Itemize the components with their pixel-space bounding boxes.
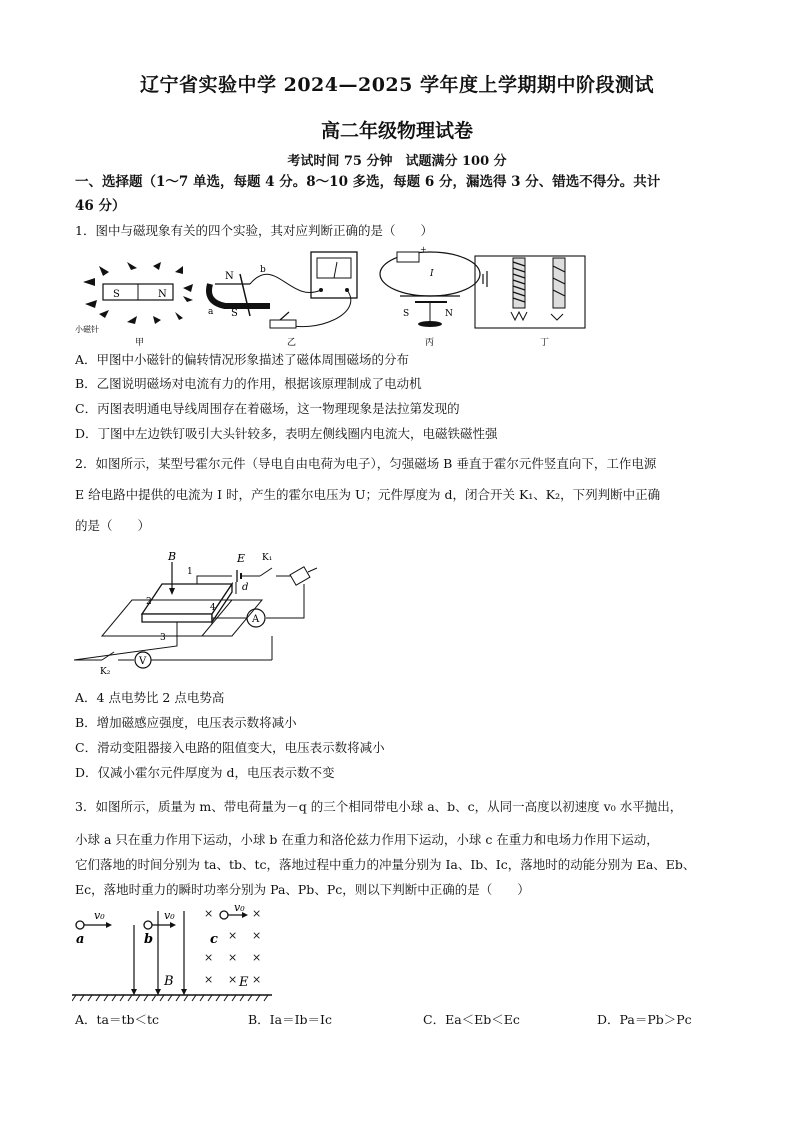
q3-cross-2: ×	[252, 907, 262, 920]
q3-cross-4: ×	[252, 929, 262, 942]
svg-text:+: +	[420, 245, 427, 254]
q2-option-a: A．4 点电势比 2 点电势高	[75, 690, 225, 705]
q2-n3: 3	[160, 633, 166, 643]
bing-S: S	[403, 309, 410, 319]
q3-option-d: D．Pa＝Pb＞Pc	[597, 1012, 692, 1027]
section-heading-line2: 46 分）	[75, 198, 126, 214]
exam-info: 考试时间 75 分钟 试题满分 100 分	[287, 154, 507, 169]
q3-v0-b: v₀	[164, 909, 175, 922]
yi-a: a	[208, 307, 214, 317]
q3-E: E	[239, 975, 249, 990]
q1-option-d: D．丁图中左边铁钉吸引大头针较多，表明左侧线圈内电流大，电磁铁磁性强	[75, 426, 498, 441]
yi-N: N	[225, 271, 234, 282]
yi-S: S	[231, 308, 238, 319]
q2-figure	[72, 548, 332, 680]
figure-ding	[475, 256, 585, 348]
q2-E: E	[237, 552, 246, 565]
q3-cross-10: ×	[252, 973, 262, 986]
q2-option-c: C．滑动变阻器接入电路的阻值变大，电压表示数将减小	[75, 740, 385, 755]
q2-n4: 4	[210, 603, 216, 613]
q3-b: b	[144, 932, 154, 947]
q3-cross-8: ×	[204, 973, 214, 986]
q2-K1: K₁	[262, 553, 273, 563]
q3-option-b: B．Ia＝Ib＝Ic	[248, 1012, 332, 1027]
q1-figure	[75, 244, 595, 348]
bing-I: I	[430, 269, 434, 279]
ding-label: 丁	[540, 338, 550, 348]
bing-N: N	[445, 309, 453, 319]
q2-n2: 2	[146, 597, 152, 607]
figure-jia	[75, 262, 193, 348]
q2-d: d	[242, 582, 249, 593]
q3-B: B	[164, 974, 174, 989]
jia-label: 甲	[135, 338, 145, 348]
q2-option-b: B．增加磁感应强度，电压表示数将减小	[75, 715, 297, 730]
section-heading-line1: 一、选择题（1～7 单选，每题 4 分。8～10 多选，每题 6 分，漏选得 3 分、错选不得分。共计	[75, 174, 661, 190]
q2-option-d: D．仅减小霍尔元件厚度为 d，电压表示数不变	[75, 765, 335, 780]
q2-stem-line2: E 给电路中提供的电流为 I 时，产生的霍尔电压为 U；元件厚度为 d，闭合开关 K₁、K₂，下列判断中正确	[75, 487, 661, 502]
q3-cross-3: ×	[228, 929, 238, 942]
q2-K2: K₂	[100, 667, 111, 677]
needle-label: 小磁针	[75, 325, 99, 334]
exam-title: 辽宁省实验中学 2024—2025 学年度上学期期中阶段测试	[140, 74, 654, 96]
q1-option-a: A．甲图中小磁针的偏转情况形象描述了磁体周围磁场的分布	[75, 352, 410, 367]
bing-label: 丙	[425, 338, 435, 348]
q3-c: c	[210, 932, 218, 947]
q1-option-c: C．丙图表明通电导线周围存在着磁场，这一物理现象是法拉第发现的	[75, 401, 460, 416]
q2-V: V	[139, 656, 147, 667]
q2-A: A	[252, 614, 260, 625]
q3-cross-5: ×	[204, 951, 214, 964]
exam-subtitle: 高二年级物理试卷	[320, 120, 473, 142]
q3-v0-c: v₀	[234, 903, 245, 914]
jia-S: S	[113, 289, 120, 300]
q3-stem-line4: Ec，落地时重力的瞬时功率分别为 Pa、Pb、Pc，则以下判断中正确的是（ ）	[75, 882, 530, 897]
q2-n1: 1	[187, 567, 193, 577]
q3-a: a	[76, 932, 85, 947]
q2-stem-line3: 的是（ ）	[75, 518, 151, 533]
figure-bing	[380, 245, 480, 348]
q3-stem-line1: 3．如图所示，质量为 m、带电荷量为－q 的三个相同带电小球 a、b、c，从同一高度以初速度 v₀ 水平抛出，	[75, 799, 683, 814]
figure-yi	[208, 252, 357, 348]
q3-option-c: C．Ea＜Eb＜Ec	[423, 1012, 520, 1027]
q3-stem-line2: 小球 a 只在重力作用下运动，小球 b 在重力和洛伦兹力作用下运动，小球 c 在重力和电场力作用下运动，	[75, 832, 659, 847]
yi-label: 乙	[287, 338, 297, 348]
q3-cross-7: ×	[252, 951, 262, 964]
q2-B: B	[168, 550, 177, 563]
yi-b: b	[260, 265, 266, 275]
q3-cross-6: ×	[228, 951, 238, 964]
q3-v0-a: v₀	[94, 909, 105, 922]
q3-figure	[72, 903, 282, 1003]
q3-cross-9: ×	[228, 973, 238, 986]
q2-stem-line1: 2．如图所示，某型号霍尔元件（导电自由电荷为电子），匀强磁场 B 垂直于霍尔元件竖直向下，工作电源	[75, 456, 657, 471]
q1-option-b: B．乙图说明磁场对电流有力的作用，根据该原理制成了电动机	[75, 376, 422, 391]
q3-option-a: A．ta＝tb＜tc	[75, 1012, 160, 1027]
section-heading	[75, 170, 735, 218]
q1-stem: 1．图中与磁现象有关的四个实验，其对应判断正确的是（ ）	[75, 223, 433, 238]
q3-stem-line3: 它们落地的时间分别为 ta、tb、tc，落地过程中重力的冲量分别为 Ia、Ib、Ic，落地时的动能分别为 Ea、Eb、	[75, 857, 696, 872]
q3-cross-1: ×	[204, 907, 214, 920]
jia-N: N	[158, 289, 167, 300]
